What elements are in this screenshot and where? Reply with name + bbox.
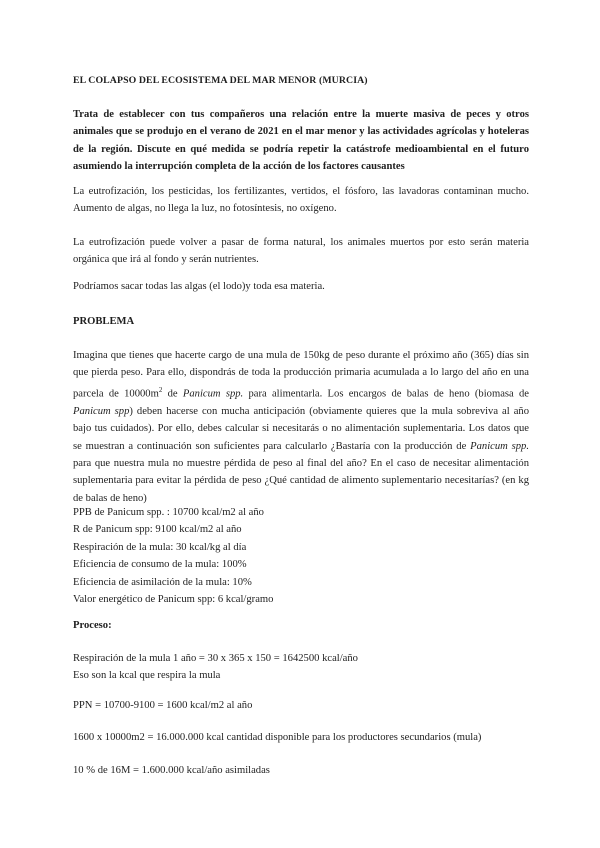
- problema-heading: PROBLEMA: [73, 316, 135, 327]
- list-item: Eficiencia de consumo de la mula: 100%: [73, 559, 247, 571]
- intro-question: Trata de establecer con tus compañeros una relación entre la muerte masiva de peces y otros animales que se produjo en el verano de 2021 en el mar menor y las actividades agrícolas y hoteleras de la región. Discute en qué medida se podría repetir la catástrofe medioambiental en el futuro asumiendo la interrupción completa de la acción de los factores causantes: [73, 109, 529, 173]
- proceso-line-5: 10 % de 16M = 1.600.000 kcal/año asimiladas: [73, 765, 270, 776]
- answer-paragraph-2: La eutrofización puede volver a pasar de forma natural, los animales muertos por esto serán materia orgánica que irá al fondo y serán nutrientes.: [73, 237, 529, 266]
- list-item: R de Panicum spp: 9100 kcal/m2 al año: [73, 524, 242, 536]
- proceso-line-2: Eso son la kcal que respira la mula: [73, 670, 221, 681]
- document-title: EL COLAPSO DEL ECOSISTEMA DEL MAR MENOR (MURCIA): [73, 75, 368, 86]
- list-item: PPB de Panicum spp. : 10700 kcal/m2 al año: [73, 507, 264, 518]
- list-item: Eficiencia de asimilación de la mula: 10%: [73, 576, 252, 588]
- proceso-line-1: Respiración de la mula 1 año = 30 x 365 x 150 = 1642500 kcal/año: [73, 653, 358, 664]
- answer-paragraph-3: Podríamos sacar todas las algas (el lodo)y toda esa materia.: [73, 281, 325, 292]
- proceso-line-3: PPN = 10700-9100 = 1600 kcal/m2 al año: [73, 700, 253, 711]
- answer-paragraph-1: La eutrofización, los pesticidas, los fertilizantes, vertidos, el fósforo, las lavadoras contaminan mucho. Aumento de algas, no llega la luz, no fotosíntesis, no oxígeno.: [73, 186, 529, 215]
- proceso-heading: Proceso:: [73, 620, 112, 631]
- data-list: [73, 504, 529, 608]
- list-item: Valor energético de Panicum spp: 6 kcal/gramo: [73, 594, 274, 606]
- list-item: Respiración de la mula: 30 kcal/kg al día: [73, 541, 247, 553]
- problem-statement: Imagina que tienes que hacerte cargo de una mula de 150kg de peso durante el próximo año (365) días sin que pierda peso. Para ello, dispondrás de toda la producción primaria acumulada a lo largo del año en una parcela de $10000m^2$ de Panicum spp. para alimentarla. Los encargos de balas de heno (biomasa de Panicum spp) deben hacerse con mucha anticipación (obviamente quieres que la mula sobreviva al año bajo tus cuidados). Por ello, debes calcular si necesitarás o no alimentación suplementaria. Los datos que se muestran a continuación son suficientes para calcularlo ¿Bastaría con la producción de Panicum spp. para que nuestra mula no muestre pérdida de peso al final del año? En el caso de necesitar alimentación suplementaria para evitar la pérdida de peso ¿Qué cantidad de alimento suplementario necesitarías? (en kg de balas de heno): [73, 350, 529, 504]
- proceso-line-4: 1600 x 10000m2 = 16.000.000 kcal cantidad disponible para los productores secundarios (mula): [73, 732, 482, 743]
- superscript: 2: [158, 385, 163, 394]
